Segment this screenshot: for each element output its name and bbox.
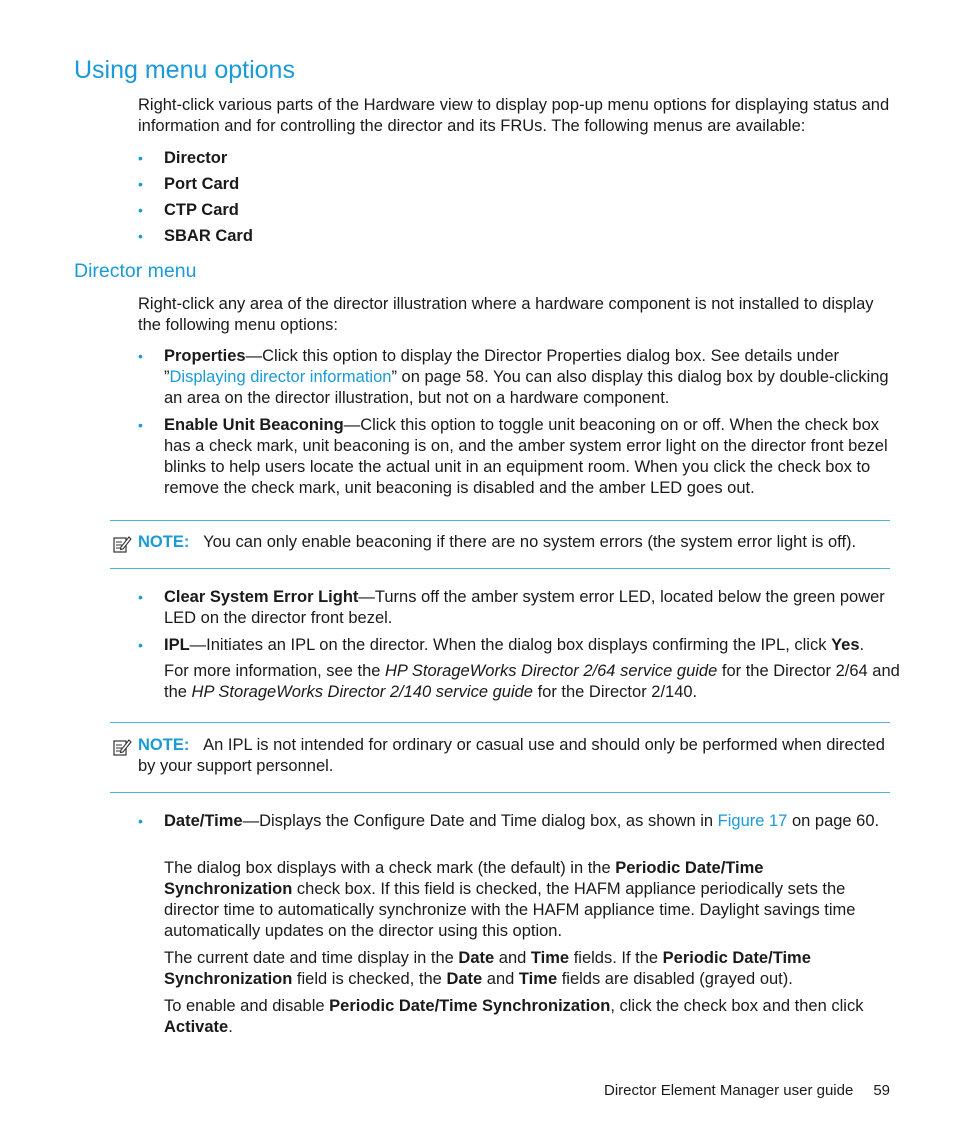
bullet-icon: • (138, 228, 143, 244)
datetime-paragraph-3: To enable and disable Periodic Date/Time Synchronization, click the check box and then click Activate. (164, 997, 864, 1036)
list-item: • Port Card (138, 175, 240, 193)
note-pencil-icon (112, 737, 132, 757)
bullet-icon: • (138, 348, 143, 364)
note-box-1 (112, 532, 890, 553)
ipl-more-info: For more information, see the HP StorageWorks Director 2/64 service guide for the Director 2/64 and the HP StorageWorks Director 2/140 service guide for the Director 2/140. (164, 662, 900, 701)
option-list-2 (138, 587, 890, 656)
note-label: NOTE: (138, 533, 190, 551)
datetime-details (138, 858, 890, 1038)
note-label: NOTE: (138, 736, 190, 754)
list-item: • Director (138, 149, 228, 167)
director-intro-paragraph: Right-click any area of the director illustration where a hardware component is not installed to display the following menu options: (138, 295, 874, 334)
note-rule-top (110, 520, 890, 521)
note-pencil-icon (112, 534, 132, 554)
datetime-paragraph-2: The current date and time display in the Date and Time fields. If the Periodic Date/Time Synchronization field is checked, the Date and Time fields are disabled (grayed out). (164, 949, 811, 988)
link-displaying-director-information[interactable]: Displaying director information (169, 368, 392, 386)
note-rule-bottom (110, 792, 890, 793)
list-item: • SBAR Card (138, 227, 253, 245)
list-item-clear-error: • Clear System Error Light—Turns off the amber system error LED, located below the green power LED on the director front bezel. (138, 588, 885, 627)
page-title: Using menu options (74, 56, 295, 84)
bullet-icon: • (138, 417, 143, 433)
note-box-2 (112, 735, 890, 777)
note-rule-bottom (110, 568, 890, 569)
note-text: You can only enable beaconing if there are no system errors (the system error light is off). (203, 533, 857, 551)
list-item: • CTP Card (138, 201, 239, 219)
list-item-beaconing: • Enable Unit Beaconing—Click this option to toggle unit beaconing on or off. When the check box has a check mark, unit beaconing is on, and the amber system error light on the director front bezel blinks to help users locate the actual unit in an equipment room. When you click the check box to remove the check mark, unit beaconing is disabled and the amber LED goes out. (138, 416, 888, 497)
option-list-1 (138, 346, 890, 499)
note-text: An IPL is not intended for ordinary or casual use and should only be performed when directed by your support personnel. (138, 736, 885, 775)
datetime-paragraph-1: The dialog box displays with a check mark (the default) in the Periodic Date/Time Synchronization check box. If this field is checked, the HAFM appliance periodically sets the director time to automatically synchronize with the HAFM appliance time. Daylight savings time automatically updates on the director using this option. (164, 859, 856, 940)
list-item-datetime: • Date/Time—Displays the Configure Date and Time dialog box, as shown in Figure 17 on page 60. (138, 812, 880, 830)
bullet-icon: • (138, 202, 143, 218)
intro-paragraph: Right-click various parts of the Hardware view to display pop-up menu options for displaying status and information and for controlling the director and its FRUs. The following menus are available: (138, 96, 890, 135)
bullet-icon: • (138, 813, 143, 829)
footer-title: Director Element Manager user guide (604, 1082, 854, 1099)
bullet-icon: • (138, 176, 143, 192)
menu-list (138, 148, 890, 247)
link-figure-17[interactable]: Figure 17 (717, 812, 788, 830)
list-item-properties: • Properties—Click this option to display the Director Properties dialog box. See details under ”Displaying director information” on page 58. You can also display this dialog box by double-clicking an area on the director illustration, but not on a hardware component. (138, 347, 889, 407)
bullet-icon: • (138, 150, 143, 166)
page-number: 59 (873, 1082, 890, 1099)
note-rule-top (110, 722, 890, 723)
page-footer (604, 1082, 890, 1099)
bullet-icon: • (138, 637, 143, 653)
bullet-icon: • (138, 589, 143, 605)
option-list-3 (138, 811, 890, 832)
list-item-ipl: • IPL—Initiates an IPL on the director. When the dialog box displays confirming the IPL, click Yes. (138, 636, 865, 654)
section-heading: Director menu (74, 260, 197, 282)
